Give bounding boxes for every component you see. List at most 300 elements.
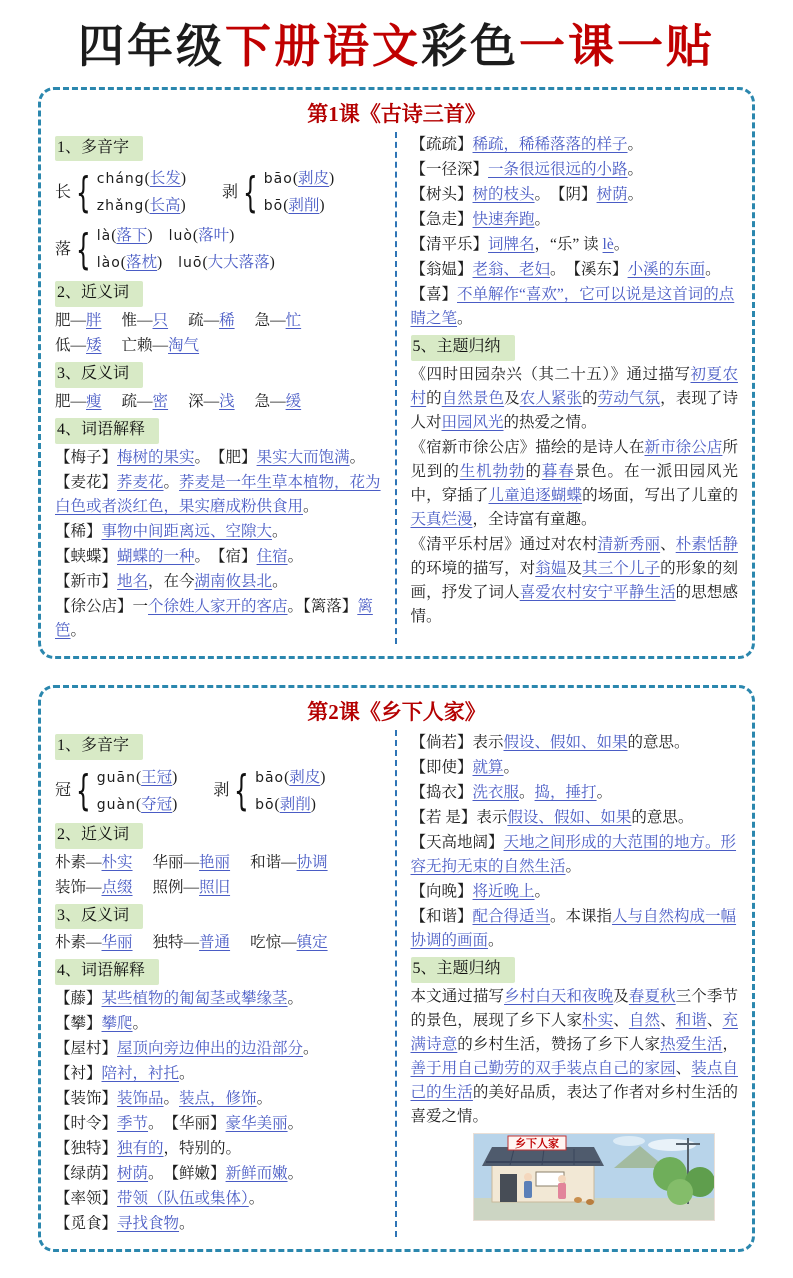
polyphone-readings <box>97 224 275 275</box>
example-word: 王冠 <box>141 768 173 786</box>
section-label-row <box>55 362 383 388</box>
highlighted-term: 快速奔跑 <box>472 210 535 228</box>
plain-text: 及 <box>504 389 520 407</box>
theme-paragraph <box>411 436 739 532</box>
paren: ) <box>147 227 153 245</box>
section-label-row <box>411 957 739 983</box>
plain-text: 的形象的刻画，抒发了词人 <box>410 559 738 601</box>
lesson-1-right-column <box>397 132 745 644</box>
polyphone-reading-line <box>97 194 186 218</box>
pinyin-text: luō <box>178 255 203 272</box>
paren: ) <box>156 254 163 272</box>
word-pair <box>55 309 102 333</box>
highlighted-term: 荞麦是一年生草本植物，花为白色或者淡红色，果实磨成粉供食用 <box>55 473 381 515</box>
plain-text: 【攀】 <box>55 1015 102 1033</box>
highlighted-term: 地名 <box>117 572 149 590</box>
paren: ( <box>192 227 199 245</box>
lesson-1-columns <box>49 132 744 644</box>
lesson-2-right-column <box>397 730 745 1237</box>
plain-text: 【绿荫】 <box>55 1165 118 1183</box>
plain-text: 【倘若】表示 <box>410 734 504 752</box>
paren: ( <box>111 227 117 245</box>
definition-line <box>55 570 383 594</box>
highlighted-term: 乡村白天和夜晚 <box>504 987 614 1005</box>
plain-text: 。 <box>488 932 504 950</box>
brace-glyph: { <box>243 167 258 217</box>
highlighted-term: 陪衬，衬托 <box>101 1065 180 1083</box>
highlighted-term: 装点，修饰 <box>179 1090 257 1108</box>
polyphone-reading-line <box>97 793 178 817</box>
plain-text: 的意思。 <box>631 809 694 827</box>
brace-glyph: { <box>76 224 91 274</box>
word-pair <box>188 309 235 333</box>
highlighted-term: 湖南攸县北 <box>194 572 273 590</box>
definition-line <box>55 1062 383 1086</box>
plain-text: 的环境的描写，对 <box>410 559 536 577</box>
section-label: 2、近义词 <box>55 823 143 849</box>
plain-text: 【急走】 <box>410 210 473 228</box>
pair-target: 艳丽 <box>199 853 231 871</box>
highlighted-term: 其三个儿子 <box>582 559 661 577</box>
plain-text: 。 <box>519 784 535 802</box>
plain-text: 【翁媪】 <box>410 260 473 278</box>
pinyin-text: là <box>96 228 112 245</box>
word-pair <box>122 390 169 414</box>
definition-line <box>411 233 739 257</box>
paren: ) <box>229 227 235 245</box>
example-word: 落下 <box>116 227 148 245</box>
plain-text: 。 <box>272 572 288 590</box>
section-label-row <box>411 335 739 361</box>
pair-source: 华丽 <box>152 853 184 871</box>
pair-target: 只 <box>152 312 169 330</box>
highlighted-term: 新市徐公店 <box>644 438 723 456</box>
pair-source: 装饰 <box>55 878 87 896</box>
brace-glyph: { <box>76 766 91 816</box>
polyphone-group <box>213 766 325 817</box>
definition-line <box>55 1112 383 1136</box>
pair-source: 吃惊 <box>250 934 282 952</box>
example-word: 落叶 <box>198 227 230 245</box>
word-pair <box>55 390 102 414</box>
plain-text: 。 <box>596 784 613 802</box>
definition-line <box>55 545 383 569</box>
plain-text: 的 <box>426 389 442 407</box>
plain-text: 的热爱之情。 <box>503 413 597 431</box>
paren: ( <box>135 795 142 813</box>
paren: ) <box>319 197 325 215</box>
brace-glyph: { <box>234 766 250 816</box>
title-part-4: 一课一贴 <box>519 21 715 72</box>
pinyin-text: bō <box>255 796 275 813</box>
example-word: 大大落落 <box>207 254 270 272</box>
section-label-row <box>55 823 383 849</box>
plain-text: 。 <box>534 185 558 203</box>
definition-line <box>55 1037 383 1061</box>
pair-target: 朴实 <box>101 853 133 871</box>
plain-text: 【阴】 <box>557 185 597 203</box>
highlighted-term: 假设、假如、如果 <box>507 809 632 827</box>
word-pair <box>153 851 231 875</box>
plain-text: 《清平乐村居》通过对农村 <box>410 535 598 553</box>
paren: ( <box>274 795 280 813</box>
example-word: 落枕 <box>125 254 157 272</box>
highlighted-term: 人与自然构成一幅协调的画面 <box>410 908 737 950</box>
pair-target: 普通 <box>199 934 231 952</box>
pair-target: 浅 <box>219 393 235 411</box>
plain-text: 的 <box>582 389 598 407</box>
plain-text: 【蛱蝶】 <box>55 547 118 565</box>
highlighted-term: 某些植物的匍匐茎或攀缘茎 <box>101 990 288 1008</box>
plain-text: ，全诗富有童趣。 <box>472 510 597 528</box>
pair-source: 照例 <box>152 878 184 896</box>
plain-text: ， <box>722 1035 738 1053</box>
plain-text: 【独特】 <box>55 1140 118 1158</box>
pair-source: 疏 <box>188 312 204 330</box>
word-pair-row <box>55 876 383 900</box>
pair-source: 朴素 <box>55 853 87 871</box>
illustration-banner-text: 乡下人家 <box>515 1138 560 1151</box>
pinyin-text: guān <box>96 769 136 786</box>
pair-dash: — <box>183 853 200 871</box>
plain-text: 所见到的 <box>410 438 738 480</box>
polyphone-reading-line <box>264 167 334 191</box>
highlighted-term: 新鲜而嫩 <box>225 1165 288 1183</box>
section-label: 4、词语解释 <box>55 418 159 444</box>
plain-text: ，特别的。 <box>163 1140 242 1158</box>
plain-text: 【梅子】 <box>55 448 118 466</box>
highlighted-term: 清新秀丽 <box>597 535 661 553</box>
pinyin-text: bō <box>263 198 284 215</box>
title-part-2: 下册语文 <box>225 21 421 72</box>
highlighted-term: 个徐姓人家开的客店 <box>148 597 288 615</box>
plain-text: 【衬】 <box>55 1065 102 1083</box>
definition-line <box>411 756 739 780</box>
pair-target: 密 <box>152 393 169 411</box>
definition-line <box>55 1187 383 1211</box>
paren: ( <box>135 768 142 786</box>
highlighted-term: 善于用自己勤劳的双手装点自己的家园 <box>410 1060 676 1077</box>
plain-text: 。 <box>534 883 551 901</box>
definition-line <box>55 595 383 643</box>
polyphone-group <box>55 766 177 817</box>
polyphone-reading <box>264 197 325 214</box>
plain-text: 。 <box>287 990 304 1008</box>
plain-text: 。 <box>565 858 582 876</box>
word-pair <box>255 390 302 414</box>
highlighted-term: 事物中间距离远、空隙大 <box>101 522 273 540</box>
plain-text: 。 <box>132 1015 149 1033</box>
plain-text: 。 <box>148 1115 172 1133</box>
section-label-row <box>55 418 383 444</box>
highlighted-term: 春夏秋 <box>628 987 676 1005</box>
pair-target: 胖 <box>86 312 102 330</box>
polyphone-character: 剥 <box>222 183 239 201</box>
plain-text: 景色。在一派田园风光中，穿插了 <box>410 462 738 504</box>
definition-line <box>55 446 383 470</box>
plain-text: 的美好品质，表达了作者对乡村生活的喜爱之情。 <box>410 1084 738 1126</box>
pair-source: 肥 <box>55 312 71 330</box>
definition-line <box>55 1162 383 1186</box>
plain-text: 的思想感情。 <box>410 583 738 625</box>
pinyin-text: cháng <box>96 171 145 188</box>
theme-paragraph <box>411 363 739 435</box>
pair-source: 深 <box>188 393 204 411</box>
polyphone-reading-line <box>97 167 186 191</box>
lesson-2-box <box>38 685 755 1252</box>
pair-target: 点缀 <box>101 878 133 896</box>
pair-source: 朴素 <box>55 934 87 952</box>
plain-text: 【疏疏】 <box>410 135 473 153</box>
word-pair <box>250 931 328 955</box>
pair-target: 照旧 <box>199 878 231 896</box>
plain-text: 【徐公店】一 <box>55 597 149 615</box>
plain-text: 。 <box>627 135 644 153</box>
highlighted-term: 果实大而饱满 <box>256 448 350 466</box>
highlighted-term: 梅树的果实 <box>117 448 195 466</box>
highlighted-term: 篱笆 <box>55 597 373 639</box>
definition-line <box>411 781 739 805</box>
section-label-row <box>55 959 383 985</box>
highlighted-term: 独有的 <box>117 1140 164 1158</box>
polyphone-row <box>55 167 383 218</box>
plain-text: 【向晚】 <box>410 883 473 901</box>
word-pair <box>188 390 235 414</box>
section-label-row <box>55 136 383 162</box>
pair-source: 惟 <box>121 312 138 330</box>
definition-line <box>411 158 739 182</box>
definition-line <box>55 1012 383 1036</box>
word-pair <box>55 851 133 875</box>
highlighted-term: 老翁、老妇 <box>472 260 551 278</box>
pair-dash: — <box>152 337 169 355</box>
plain-text: 【率领】 <box>55 1190 118 1208</box>
word-pair-row <box>55 390 383 414</box>
highlighted-term: 喜爱农村安宁平静生活 <box>519 583 676 601</box>
pair-dash: — <box>70 393 87 411</box>
paren: ) <box>172 768 178 786</box>
section-label: 2、近义词 <box>55 281 143 307</box>
pair-target: 矮 <box>86 337 102 355</box>
pair-dash: — <box>70 337 87 355</box>
paren: ( <box>144 197 150 215</box>
plain-text: 及 <box>566 559 583 577</box>
plain-text: 。 <box>163 1090 180 1108</box>
word-pair-row <box>55 334 383 358</box>
plain-text: 。 <box>613 235 630 253</box>
paren: ) <box>320 768 326 786</box>
highlighted-term: 树荫 <box>117 1165 149 1183</box>
pair-dash: — <box>86 934 102 952</box>
highlighted-term: 寻找食物 <box>117 1215 180 1233</box>
highlighted-term: 生机勃勃 <box>459 462 526 480</box>
paren: ( <box>120 254 126 272</box>
highlighted-term: 天真烂漫 <box>410 510 473 528</box>
section-label: 3、反义词 <box>55 362 143 388</box>
pinyin-text: luò <box>168 228 193 245</box>
paren: ) <box>269 254 275 272</box>
plain-text: 的 <box>525 462 542 480</box>
plain-text: 【若 是】表示 <box>410 809 508 827</box>
plain-text: 【捣衣】 <box>410 784 473 802</box>
section-label: 5、主题归纳 <box>411 335 515 361</box>
polyphone-reading <box>97 769 178 786</box>
pair-dash: — <box>270 312 286 330</box>
polyphone-reading-line <box>255 766 325 790</box>
pair-source: 亡赖 <box>121 337 153 355</box>
plain-text: 。 <box>163 473 180 491</box>
pinyin-text: bāo <box>263 171 293 188</box>
plain-text: 《宿新市徐公店》描绘的是诗人在 <box>410 438 645 456</box>
polyphone-reading-line <box>255 793 325 817</box>
pair-dash: — <box>281 853 297 871</box>
plain-text: 【和谐】 <box>410 908 473 926</box>
plain-text: 【清平乐】 <box>410 235 489 253</box>
word-pair <box>55 931 133 955</box>
page-title <box>0 22 793 73</box>
pair-target: 忙 <box>285 312 302 330</box>
paren: ( <box>284 768 290 786</box>
highlighted-term: 充满诗意 <box>410 1011 738 1053</box>
plain-text: 。 <box>179 1215 195 1233</box>
polyphone-reading <box>169 227 235 244</box>
definition-line <box>411 806 739 830</box>
plain-text: 。 <box>287 597 304 615</box>
plain-text: 【藤】 <box>55 990 102 1008</box>
plain-text: 【一径深】 <box>410 160 489 178</box>
pair-dash: — <box>203 312 220 330</box>
section-label: 3、反义词 <box>55 904 143 930</box>
paren: ( <box>283 197 289 215</box>
polyphone-group <box>222 167 334 218</box>
plain-text: 【树头】 <box>410 185 473 203</box>
plain-text: 、 <box>660 1011 676 1029</box>
pair-dash: — <box>137 393 153 411</box>
polyphone-readings <box>97 167 186 218</box>
plain-text: 三个季节的景色，展现了乡下人家 <box>410 987 738 1029</box>
plain-text: 【宿】 <box>217 547 257 565</box>
plain-text: 。 <box>627 160 644 178</box>
polyphone-character: 剥 <box>213 781 230 799</box>
polyphone-group <box>55 167 186 218</box>
word-pair-row <box>55 309 383 333</box>
highlighted-term: 装点自己的生活 <box>410 1060 738 1102</box>
highlighted-term: 树荫 <box>596 185 628 203</box>
definition-line <box>411 183 739 207</box>
polyphone-reading-line <box>264 194 334 218</box>
plain-text: 的场面，写出了儿童的 <box>582 486 738 504</box>
pair-source: 独特 <box>152 934 184 952</box>
highlighted-term: 带领（队伍或集体） <box>117 1190 249 1208</box>
example-word: 剥皮 <box>297 170 329 188</box>
plain-text: 。 <box>303 497 319 515</box>
polyphone-row <box>55 766 383 817</box>
highlighted-term: 自然 <box>628 1011 661 1029</box>
polyphone-reading <box>97 170 186 187</box>
polyphone-character: 冠 <box>55 781 72 799</box>
plain-text: 【溪东】 <box>573 260 628 278</box>
paren: ) <box>310 795 316 813</box>
plain-text: 、 <box>706 1011 723 1029</box>
plain-text: 的意思。 <box>627 734 690 752</box>
definition-line <box>55 471 383 519</box>
word-pair <box>122 309 169 333</box>
polyphone-reading <box>178 254 275 271</box>
paren: ) <box>180 197 186 215</box>
lesson-2-title: 第2课《乡下人家》 <box>307 700 486 725</box>
plain-text: 【喜】 <box>410 285 458 303</box>
highlighted-term: 住宿 <box>256 547 288 565</box>
section-label: 4、词语解释 <box>55 959 159 985</box>
polyphone-reading-line <box>97 251 275 275</box>
polyphone-readings <box>255 766 325 817</box>
plain-text: 。 <box>287 1115 304 1133</box>
highlighted-term: 初夏农村 <box>410 365 738 407</box>
plain-text: ，表现了诗人对 <box>410 389 738 431</box>
pair-source: 和谐 <box>250 853 282 871</box>
example-word: 剥削 <box>288 197 320 215</box>
pair-source: 肥 <box>55 393 71 411</box>
example-word: 长高 <box>149 197 181 215</box>
polyphone-readings <box>97 766 178 817</box>
title-part-1: 四年级 <box>78 21 225 72</box>
section-label-row <box>55 904 383 930</box>
paren: ) <box>180 170 187 188</box>
highlighted-term: 荞麦花 <box>117 473 164 491</box>
example-word: 夺冠 <box>141 795 173 813</box>
highlighted-term: 翁媪 <box>535 559 567 577</box>
highlighted-term: 季节 <box>117 1115 149 1133</box>
highlighted-term: 将近晚上 <box>472 883 535 901</box>
plain-text: 【麦花】 <box>55 473 118 491</box>
pair-source: 疏 <box>121 393 138 411</box>
word-pair <box>122 334 200 358</box>
pair-dash: — <box>281 934 297 952</box>
section-label: 5、主题归纳 <box>411 957 515 983</box>
section-label-row <box>55 734 383 760</box>
highlighted-term: 词牌名 <box>488 235 535 253</box>
plain-text: 。 <box>503 759 520 777</box>
plain-text: 。 <box>457 309 473 327</box>
polyphone-character: 长 <box>55 183 72 201</box>
plain-text: 。 <box>272 522 288 540</box>
plain-text: 。 <box>534 210 551 228</box>
paren: ( <box>202 254 208 272</box>
plain-text: 【装饰】 <box>55 1090 118 1108</box>
polyphone-reading <box>264 170 334 187</box>
illustration-wrap <box>451 1133 739 1221</box>
plain-text: 及 <box>613 987 629 1005</box>
definition-line <box>55 1137 383 1161</box>
highlighted-term: 就算 <box>472 759 504 777</box>
plain-text: 【屋村】 <box>55 1040 118 1058</box>
plain-text: 《四时田园杂兴（其二十五）》通过描写 <box>410 365 691 383</box>
plain-text: 。 <box>287 1165 304 1183</box>
definition-line <box>411 905 739 953</box>
pair-target: 淘气 <box>168 337 200 355</box>
polyphone-readings <box>264 167 334 218</box>
pair-source: 急 <box>254 393 271 411</box>
pair-dash: — <box>183 934 200 952</box>
lesson-2-left-column <box>49 730 397 1237</box>
title-part-3: 彩色 <box>421 21 519 72</box>
pair-target: 稀 <box>219 312 235 330</box>
pair-source: 急 <box>254 312 271 330</box>
word-pair-row <box>55 931 383 955</box>
plain-text: 【篱落】 <box>303 597 358 615</box>
pair-target: 镇定 <box>296 934 328 952</box>
plain-text: 【稀】 <box>55 522 102 540</box>
